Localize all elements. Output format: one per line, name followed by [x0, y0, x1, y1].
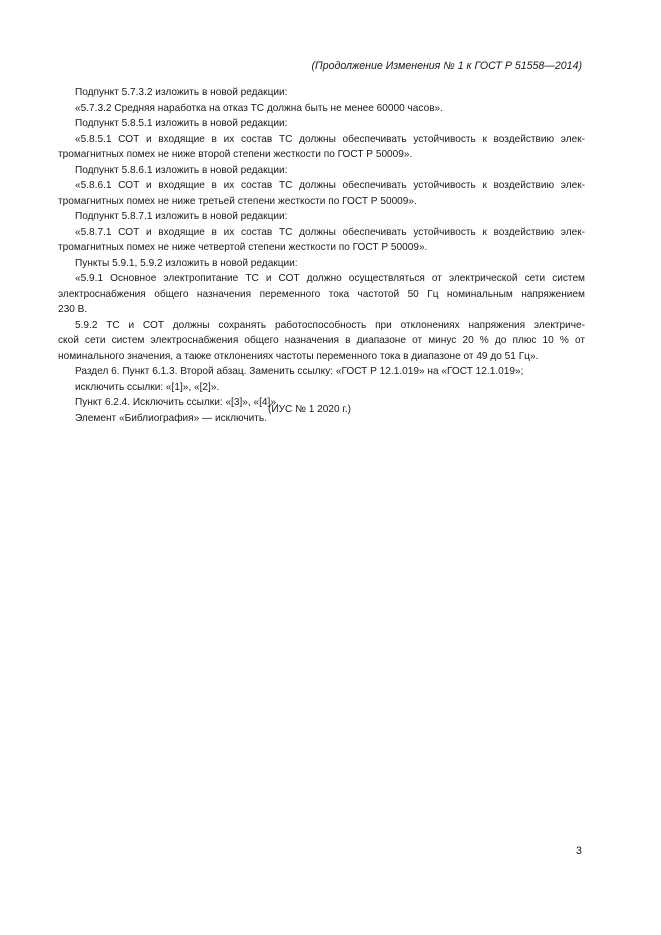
paragraph-line: исключить ссылки: «[1]», «[2]». [75, 381, 220, 393]
paragraph-line: номинального значения, а также отклонениях частоты переменного тока в диапазоне от 49 до 51 Гц». [58, 350, 539, 362]
paragraph-line: Пункт 6.2.4. Исключить ссылки: «[3]», «[4]». [75, 397, 279, 408]
ius-reference: (ИУС № 1 2020 г.) [268, 404, 352, 415]
paragraph-line: «5.8.5.1 СОТ и входящие в их состав ТС должны обеспечивать устойчивость к воздействию элек- [75, 133, 585, 145]
paragraph-line: «5.9.1 Основное электропитание ТС и СОТ должно осуществляться от электрической сети систем [75, 273, 585, 284]
paragraph-line: «5.8.7.1 СОТ и входящие в их состав ТС должны обеспечивать устойчивость к воздействию элек- [75, 226, 585, 238]
amendment-body [58, 85, 585, 426]
paragraph-line: тромагнитных помех не ниже четвертой степени жесткости по ГОСТ Р 50009». [58, 242, 428, 253]
paragraph-line: Подпункт 5.8.5.1 изложить в новой редакции: [75, 118, 288, 129]
paragraph-line: «5.7.3.2 Средняя наработка на отказ ТС должна быть не менее 60000 часов». [75, 102, 443, 114]
paragraph-line: 5.9.2 ТС и СОТ должны сохранять работоспособность при отклонениях напряжения электриче- [75, 319, 585, 331]
continuation-header: (Продолжение Изменения № 1 к ГОСТ Р 51558—2014) [311, 60, 582, 72]
page-number: 3 [576, 845, 582, 857]
paragraph-line: Элемент «Библиография» — исключить. [75, 412, 267, 424]
paragraph-line: ской сети систем электроснабжения общего назначения в диапазоне от минус 20 % до плюс 10 % от [58, 335, 585, 346]
paragraph-line: Раздел 6. Пункт 6.1.3. Второй абзац. Заменить ссылку: «ГОСТ Р 12.1.019» на «ГОСТ 12.1.019»; [75, 366, 524, 377]
paragraph-line: Подпункт 5.8.6.1 изложить в новой редакции: [75, 164, 288, 176]
paragraph-line: Подпункт 5.8.7.1 изложить в новой редакции: [75, 211, 288, 222]
paragraph-line: Подпункт 5.7.3.2 изложить в новой редакции: [75, 87, 288, 98]
paragraph-line: «5.8.6.1 СОТ и входящие в их состав ТС должны обеспечивать устойчивость к воздействию элек- [75, 180, 585, 191]
paragraph-line: 230 В. [58, 304, 88, 315]
paragraph-line: электроснабжения общего назначения переменного тока частотой 50 Гц номинальным напряжением [58, 288, 585, 300]
paragraph-line: тромагнитных помех не ниже второй степени жесткости по ГОСТ Р 50009». [58, 149, 413, 160]
paragraph-line: тромагнитных помех не ниже третьей степени жесткости по ГОСТ Р 50009». [58, 195, 417, 207]
paragraph-line: Пункты 5.9.1, 5.9.2 изложить в новой редакции: [75, 257, 298, 269]
